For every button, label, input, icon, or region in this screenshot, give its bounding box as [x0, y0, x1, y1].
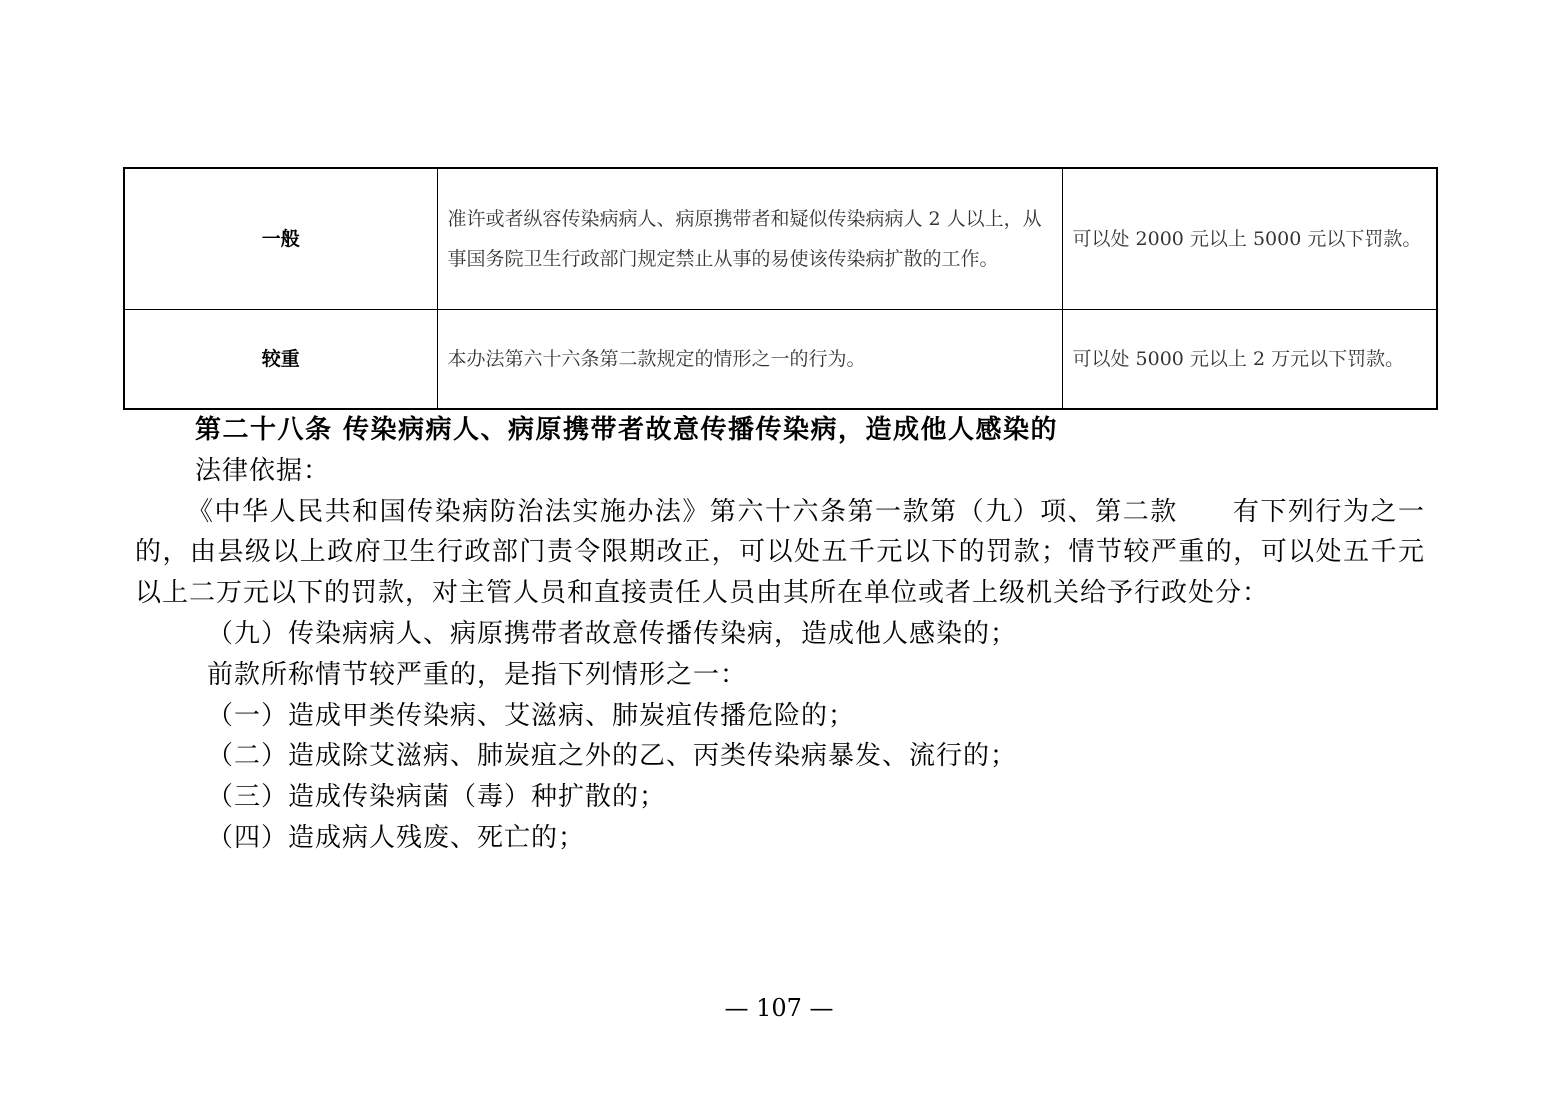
page-number: — 107 — [724, 994, 834, 1022]
table-row [124, 168, 1437, 309]
legal-basis-paragraph: 《中华人民共和国传染病防治法实施办法》第六十六条第一款第（九）项、第二款 有下列行为之一的，由县级以上政府卫生行政部门责令限期改正，可以处五千元以下的罚款；情节较严重的，可以处五千元以上二万元以下的罚款，对主管人员和直接责任人员由其所在单位或者上级机关给予行政处分： [135, 496, 1425, 609]
violation-level-cell: 较重 [124, 309, 437, 409]
legal-basis-label: 法律依据： [195, 455, 331, 486]
list-item: （三）造成传染病菌（毒）种扩散的； [207, 782, 667, 813]
penalty-standard-cell: 可以处 2000 元以上 5000 元以下罚款。 [1062, 168, 1437, 309]
violation-behavior-cell: 准许或者纵容传染病病人、病原携带者和疑似传染病病人 2 人以上，从事国务院卫生行政部门规定禁止从事的易使该传染病扩散的工作。 [437, 168, 1062, 309]
violation-level-cell: 一般 [124, 168, 437, 309]
violation-behavior-cell: 本办法第六十六条第二款规定的情形之一的行为。 [437, 309, 1062, 409]
article-body [135, 410, 1425, 859]
penalty-table [123, 167, 1438, 410]
list-item: （四）造成病人残废、死亡的； [207, 822, 586, 853]
list-item: （一）造成甲类传染病、艾滋病、肺炭疽传播危险的； [207, 700, 856, 731]
penalty-standard-cell: 可以处 5000 元以上 2 万元以下罚款。 [1062, 309, 1437, 409]
clause-nine: （九）传染病病人、病原携带者故意传播传染病，造成他人感染的； [207, 618, 1018, 649]
list-item: （二）造成除艾滋病、肺炭疽之外的乙、丙类传染病暴发、流行的； [207, 741, 1018, 772]
article-heading: 第二十八条 传染病病人、病原携带者故意传播传染病，造成他人感染的 [195, 415, 1059, 445]
serious-circumstances-intro: 前款所称情节较严重的，是指下列情形之一： [207, 659, 748, 690]
table-row [124, 309, 1437, 409]
